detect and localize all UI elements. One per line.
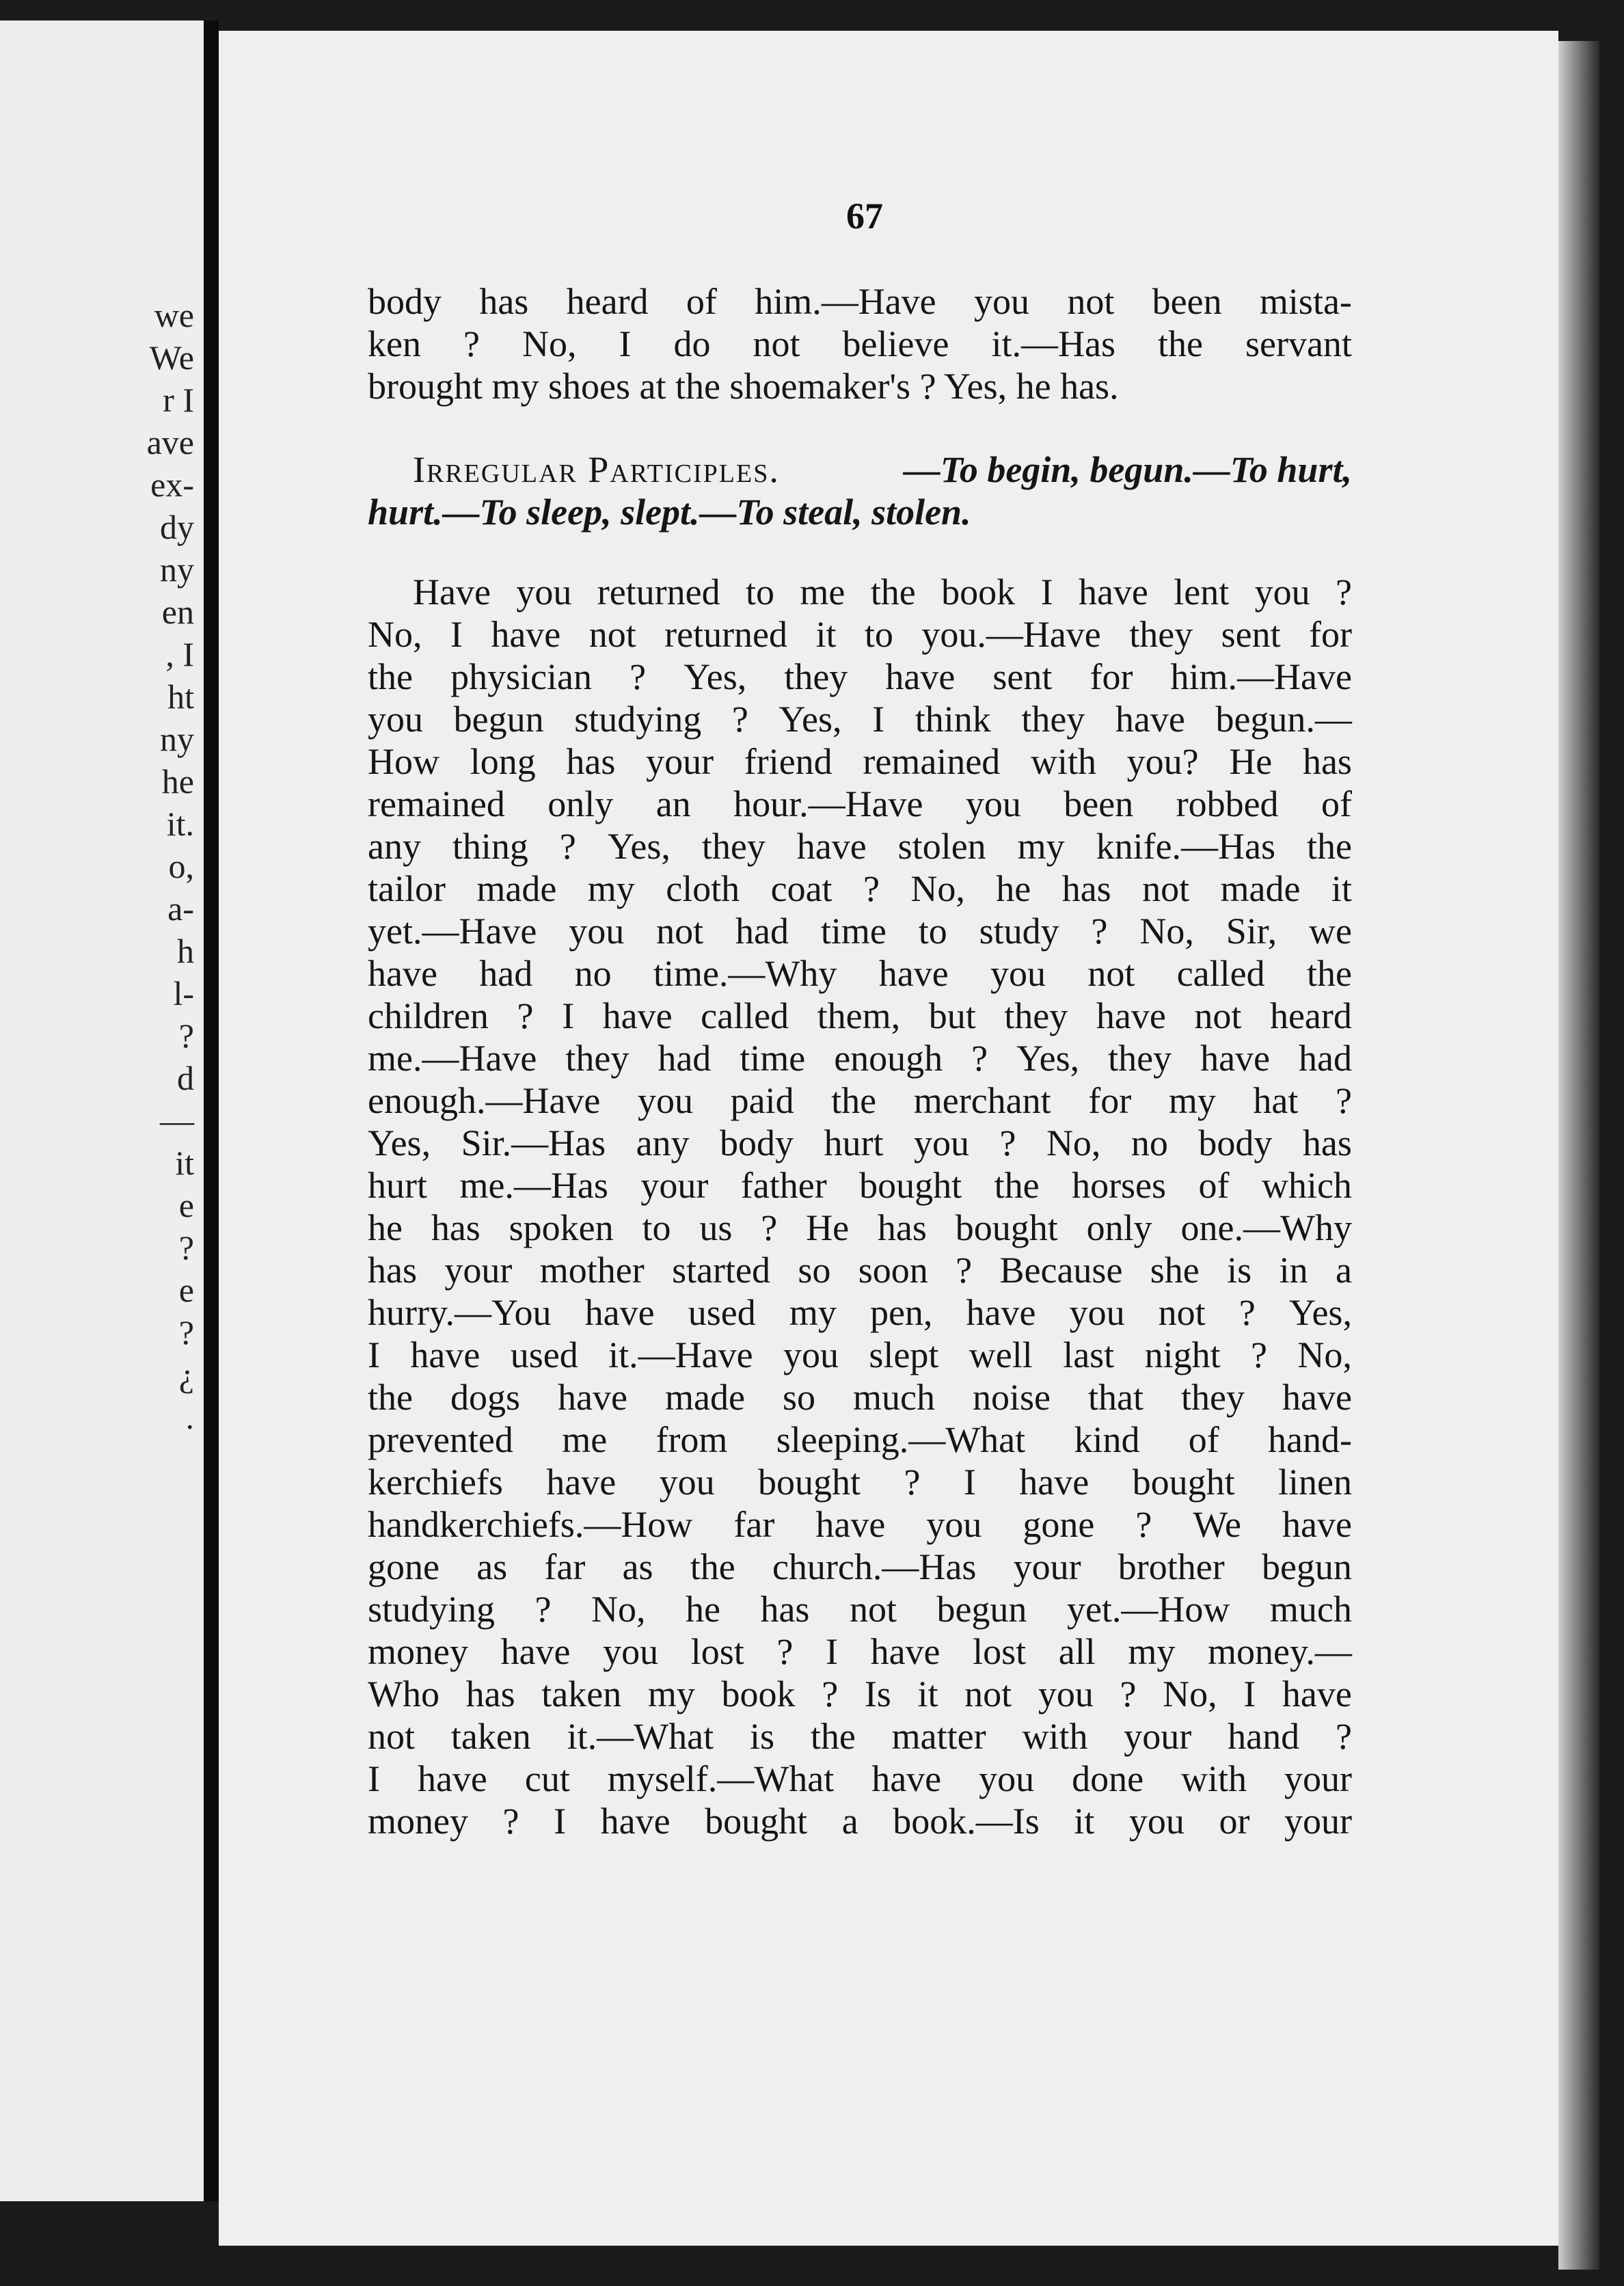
continuation-paragraph — [368, 280, 1352, 407]
participles-list-1: —To begin, begun.—To hurt, — [903, 449, 1352, 490]
facing-page-fragment: We — [149, 338, 194, 377]
facing-page-fragment: ny — [160, 720, 194, 758]
text-line: money have you lost ? I have lost all my money.— — [368, 1631, 1352, 1672]
facing-page-fragment: it. — [166, 805, 194, 843]
facing-page-fragment: o, — [168, 847, 194, 885]
facing-page-fragment: e — [178, 1271, 194, 1309]
facing-page-fragment: ny — [160, 550, 194, 589]
facing-page-fragment: he — [161, 762, 194, 801]
facing-page-fragment: . — [185, 1398, 194, 1436]
facing-page-text — [98, 294, 194, 1438]
text-line: Who has taken my book ? Is it not you ? No, I have — [368, 1673, 1352, 1714]
text-line: money ? I have bought a book.—Is it you or your — [368, 1801, 1352, 1842]
text-line: hurry.—You have used my pen, have you not ? Yes, — [368, 1292, 1352, 1333]
text-line: me.—Have they had time enough ? Yes, they have had — [368, 1038, 1352, 1079]
page-number: 67 — [846, 196, 883, 237]
participles-heading — [368, 448, 1352, 533]
facing-page — [0, 21, 206, 2201]
text-line: gone as far as the church.—Has your brother begun — [368, 1546, 1352, 1587]
text-line: studying ? No, he has not begun yet.—How much — [368, 1589, 1352, 1630]
text-line: tailor made my cloth coat ? No, he has not made it — [368, 868, 1352, 909]
participles-list-2: hurt.—To sleep, slept.—To steal, stolen. — [368, 492, 971, 533]
text-line: handkerchiefs.—How far have you gone ? We have — [368, 1504, 1352, 1545]
text-line: Have you returned to me the book I have lent you ? — [413, 572, 1352, 613]
text-line: brought my shoes at the shoemaker's ? Yes, he has. — [368, 366, 1119, 407]
text-line: yet.—Have you not had time to study ? No, Sir, we — [368, 911, 1352, 952]
text-line: he has spoken to us ? He has bought only one.—Why — [368, 1207, 1352, 1248]
exercise-paragraph — [368, 571, 1352, 1842]
facing-page-fragment: ? — [178, 1313, 194, 1352]
text-line: remained only an hour.—Have you been robbed of — [368, 783, 1352, 824]
page-text — [368, 280, 1352, 1842]
facing-page-fragment: ave — [146, 423, 194, 461]
text-line: kerchiefs have you bought ? I have bought linen — [368, 1462, 1352, 1503]
text-line: I have cut myself.—What have you done with your — [368, 1758, 1352, 1799]
facing-page-fragment: ex- — [150, 466, 194, 504]
text-line: ken ? No, I do not believe it.—Has the servant — [368, 323, 1352, 364]
book-gutter — [204, 21, 219, 2201]
page-edge — [1558, 41, 1599, 2270]
text-line: any thing ? Yes, they have stolen my knife.—Has the — [368, 826, 1352, 867]
facing-page-fragment: dy — [160, 508, 194, 546]
facing-page-fragment: ¿ — [178, 1356, 194, 1394]
text-line: have had no time.—Why have you not called the — [368, 953, 1352, 994]
facing-page-fragment: ? — [178, 1228, 194, 1267]
facing-page-fragment: a- — [167, 889, 194, 928]
facing-page-fragment: — — [160, 1101, 194, 1140]
text-line: has your mother started so soon ? Because she is in a — [368, 1250, 1352, 1291]
facing-page-fragment: ? — [178, 1017, 194, 1055]
facing-page-fragment: d — [177, 1059, 194, 1097]
facing-page-fragment: en — [161, 593, 194, 631]
facing-page-fragment: , I — [165, 635, 194, 673]
facing-page-fragment: ht — [167, 677, 194, 716]
text-line: I have used it.—Have you slept well last night ? No, — [368, 1334, 1352, 1375]
facing-page-fragment: h — [177, 932, 194, 970]
text-line: not taken it.—What is the matter with your hand ? — [368, 1716, 1352, 1757]
text-line: the dogs have made so much noise that they have — [368, 1377, 1352, 1418]
facing-page-fragment: l- — [173, 974, 194, 1012]
text-line: the physician ? Yes, they have sent for him.—Have — [368, 656, 1352, 697]
text-line: body has heard of him.—Have you not been mista- — [368, 281, 1352, 322]
facing-page-fragment: r I — [163, 381, 194, 419]
text-line: No, I have not returned it to you.—Have they sent for — [368, 614, 1352, 655]
facing-page-fragment: we — [154, 296, 194, 334]
participles-title: Irregular Participles. — [413, 449, 780, 490]
text-line: How long has your friend remained with you? He has — [368, 741, 1352, 782]
facing-page-fragment: it — [175, 1144, 194, 1182]
text-line: enough.—Have you paid the merchant for my hat ? — [368, 1080, 1352, 1121]
facing-page-fragment: e — [178, 1186, 194, 1224]
text-line: hurt me.—Has your father bought the horses of which — [368, 1165, 1352, 1206]
text-line: prevented me from sleeping.—What kind of hand- — [368, 1419, 1352, 1460]
text-line: you begun studying ? Yes, I think they have begun.— — [368, 699, 1352, 740]
text-line: children ? I have called them, but they have not heard — [368, 995, 1352, 1036]
text-line: Yes, Sir.—Has any body hurt you ? No, no body has — [368, 1122, 1352, 1164]
